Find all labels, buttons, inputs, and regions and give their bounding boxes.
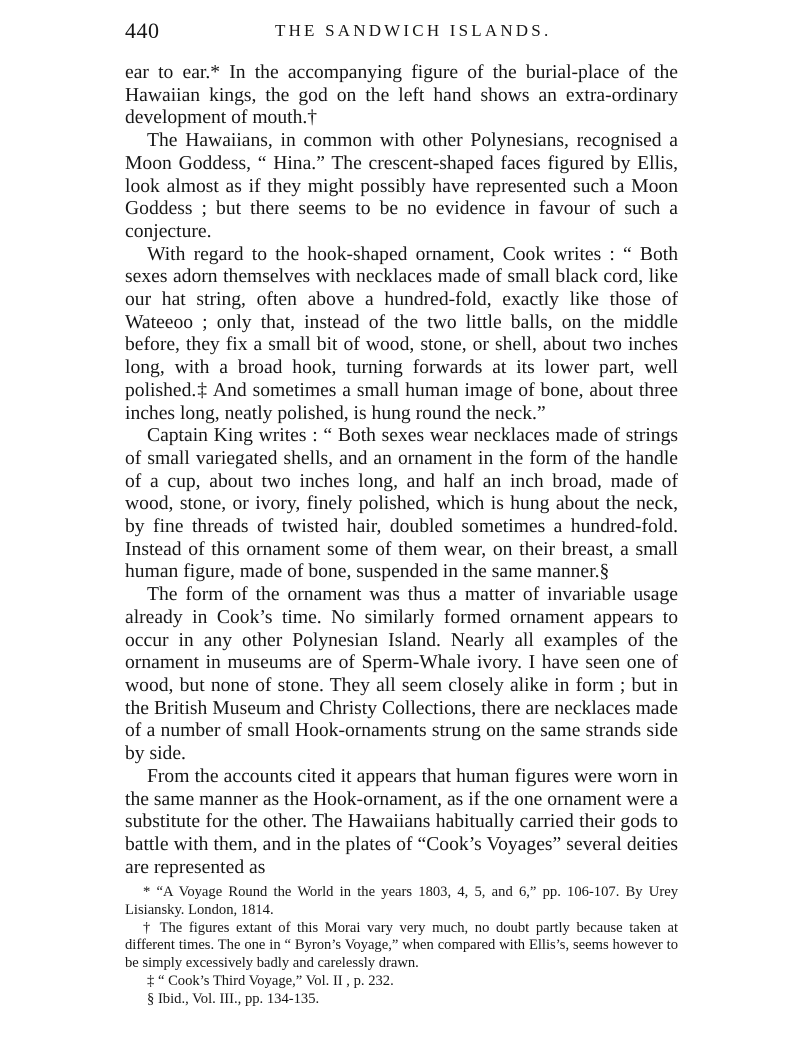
footnote-dagger: † The figures extant of this Morai vary very much, no doubt partly because taken at different times. The one in “ Byron’s Voyage,” when compared with Ellis’s, seems however to be simply excessively badly and carelessly drawn. xyxy=(125,919,678,972)
body-text xyxy=(125,62,678,879)
footnote-section: § Ibid., Vol. III., pp. 134-135. xyxy=(147,990,320,1007)
paragraph-continued: ear to ear.* In the accompanying figure of the burial-place of the Hawaiian kings, the god on the left hand shows an extra-ordinary development of mouth.† xyxy=(125,62,678,129)
running-title: THE SANDWICH ISLANDS. xyxy=(275,21,552,40)
paragraph-human-figures: From the accounts cited it appears that human figures were worn in the same manner as the Hook-ornament, as if the one ornament were a substitute for the other. The Hawaiians habitually carried their gods to battle with them, and in the plates of “Cook’s Voyages” several deities are represented as xyxy=(125,765,678,878)
paragraph-moon-goddess: The Hawaiians, in common with other Polynesians, recognised a Moon Goddess, “ Hina.” The crescent-shaped faces figured by Ellis, look almost as if they might possibly have represented such a Moon Goddess ; but there seems to be no evidence in favour of such a conjecture. xyxy=(125,130,678,242)
footnote-asterisk: * “A Voyage Round the World in the years 1803, 4, 5, and 6,” pp. 106-107. By Urey Lisiansky. London, 1814. xyxy=(125,884,678,918)
paragraph-king-quote: Captain King writes : “ Both sexes wear necklaces made of strings of small variegated shells, and an ornament in the form of the handle of a cup, about two inches long, and half an inch broad, made of wood, stone, or ivory, finely polished, which is hung about the neck, by fine threads of twisted hair, doubled sometimes a hundred-fold. Instead of this ornament some of them wear, on their breast, a small human figure, made of bone, suspended in the same manner.§ xyxy=(125,425,678,583)
running-head xyxy=(125,18,685,48)
paragraph-ornament-form: The form of the ornament was thus a matter of invariable usage already in Cook’s time. No similarly formed ornament appears to occur in any other Polynesian Island. Nearly all examples of the ornament in museums are of Sperm-Whale ivory. I have seen one of wood, but none of stone. They all seem closely alike in form ; but in the British Museum and Christy Collections, there are necklaces made of a number of small Hook-ornaments strung on the same strands side by side. xyxy=(125,584,678,765)
footnote-double-dagger: ‡ “ Cook’s Third Voyage,” Vol. II , p. 232. xyxy=(147,972,394,989)
footnotes xyxy=(125,884,678,1009)
paragraph-cook-quote: With regard to the hook-shaped ornament, Cook writes : “ Both sexes adorn themselves with necklaces made of small black cord, like our hat string, often above a hundred-fold, exactly like those of Wateeoo ; only that, instead of the two little balls, on the middle before, they fix a small bit of wood, stone, or shell, about two inches long, with a broad hook, turning forwards at its lower part, well polished.‡ And sometimes a small human image of bone, about three inches long, neatly polished, is hung round the neck.” xyxy=(125,243,678,424)
page-number: 440 xyxy=(125,18,160,43)
